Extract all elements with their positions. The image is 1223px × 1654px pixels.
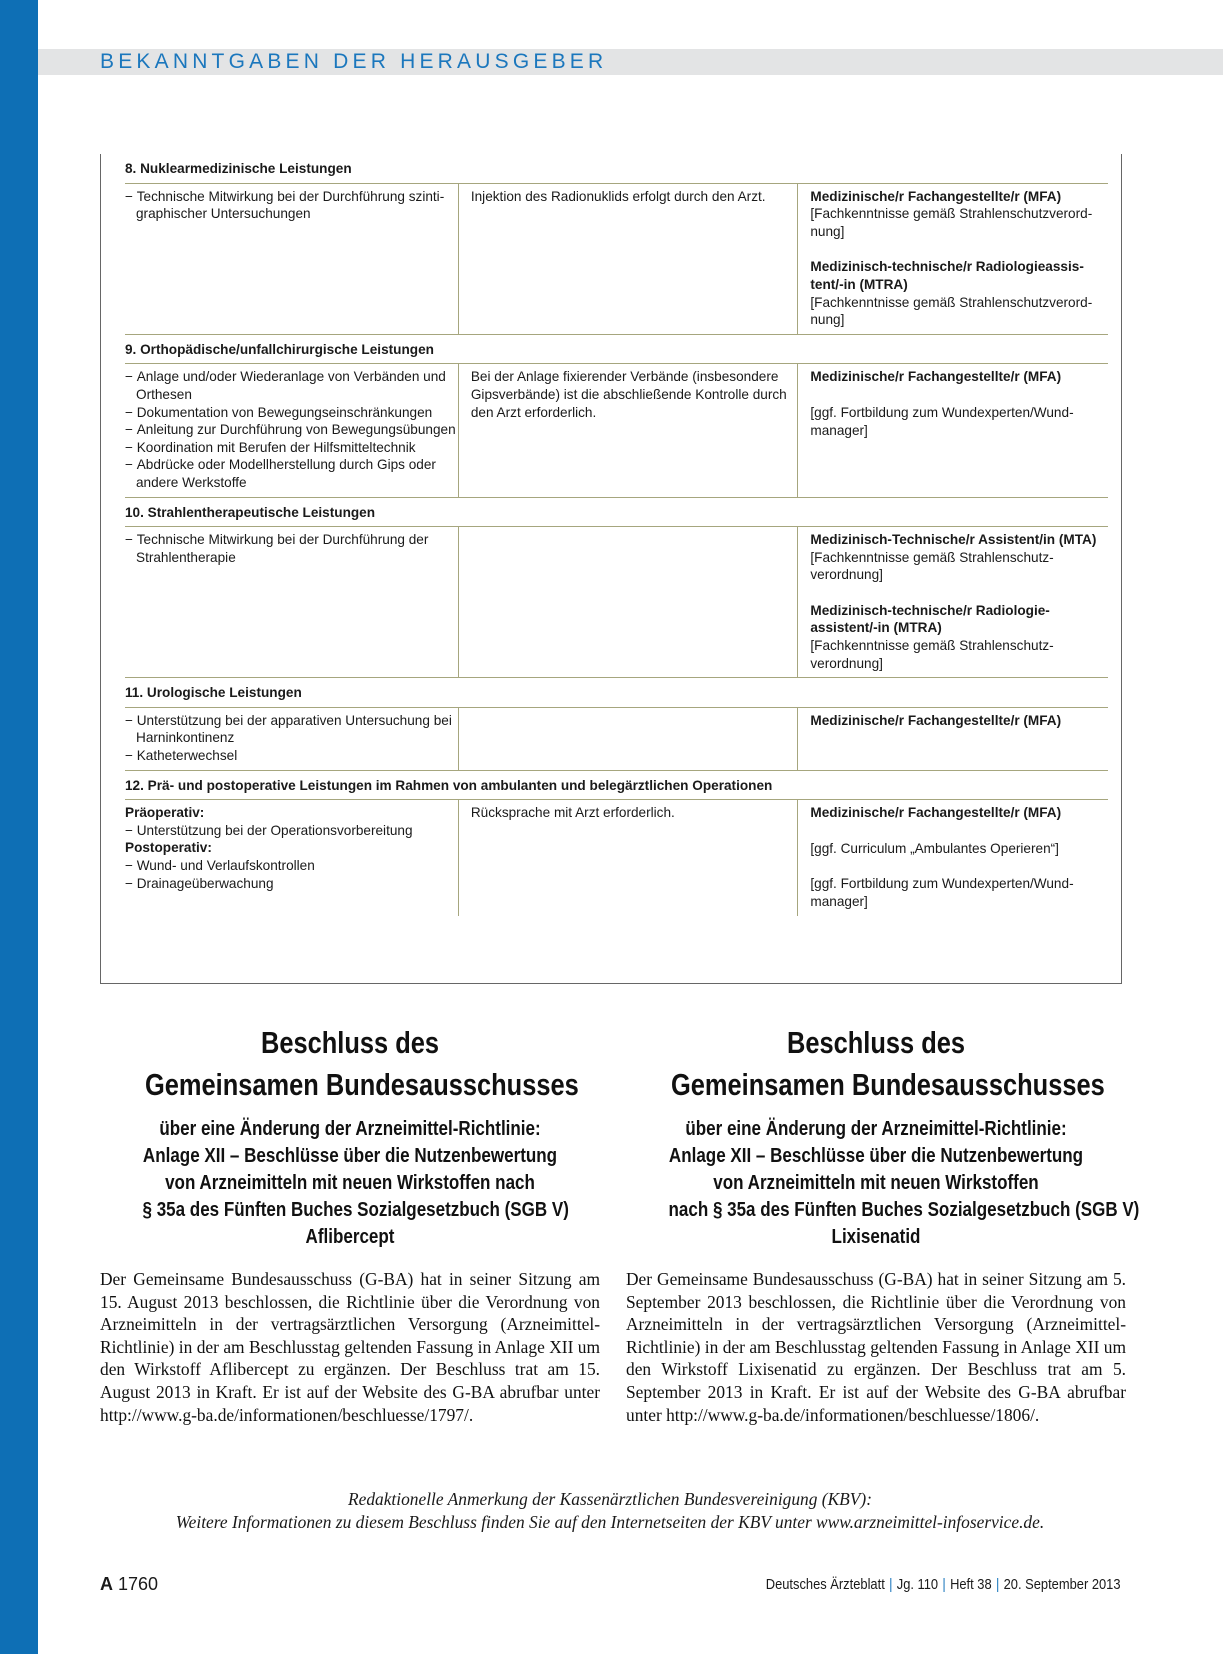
delegation-table [125,154,1108,916]
qualification-note: [ggf. Fortbildung zum Wundexperten/Wundmanager] [810,876,1074,909]
journal-name: Deutsches Ärzteblatt [766,1576,886,1593]
list-item: − Technische Mitwirkung bei der Durchführung szintigraphischer Untersuchungen [125,188,458,223]
subtitle-line: Aflibercept [305,1225,395,1248]
qualification-title: Medizinische/r Fachangestellte/r (MFA) [810,805,1062,821]
qualification-title: Medizinisch-technische/r Radiologieassistent/-in (MTRA) [810,259,1084,292]
conditions-cell [458,707,798,770]
subtitle-line: Lixisenatid [831,1225,921,1248]
activities-cell [125,364,458,497]
qualification-note: [Fachkenntnisse gemäß Strahlenschutzverordnung] [810,638,1054,671]
page-number [100,1574,158,1595]
preoperative-label: Präoperativ: [125,805,205,821]
section-title-10: 10. Strahlentherapeutische Leistungen [125,497,1108,527]
activities-cell [125,707,458,770]
subtitle-line: nach § 35a des Fünften Buches Sozialgesetzbuch (SGB V) [668,1198,1140,1221]
qualification-title: Medizinisch-technische/r Radiologieassistent/-in (MTRA) [810,602,1050,636]
activities-cell [125,183,458,334]
list-item: − Technische Mitwirkung bei der Durchführung der Strahlentherapie [125,531,458,566]
subtitle-line: § 35a des Fünften Buches Sozialgesetzbuch (SGB V) [142,1198,569,1221]
sidebar-stripe [0,0,38,1654]
list-item: − Anleitung zur Durchführung von Bewegungsübungen [125,421,458,439]
resolution-subtitle [142,1115,569,1250]
qualification-title: Medizinische/r Fachangestellte/r (MFA) [810,369,1062,385]
table-row [125,707,1108,770]
resolution-title: Gemeinsamen Bundesausschusses [145,1067,579,1102]
activities-cell [125,527,458,678]
conditions-cell: Bei der Anlage fixierender Verbände (insbesondere Gipsverbände) ist die abschließende Kontrolle durch den Arzt erforderlich. [458,364,798,497]
subtitle-line: Anlage XII – Beschlüsse über die Nutzenbewertung [668,1144,1084,1167]
conditions-cell: Rücksprache mit Arzt erforderlich. [458,800,798,916]
list-item: − Dokumentation von Bewegungseinschränkungen [125,404,458,422]
activities-cell [125,800,458,916]
section-header [38,49,1223,75]
resolution-title: Beschluss des [260,1025,440,1060]
table-row [125,800,1108,916]
editorial-note-line: Weitere Informationen zu diesem Beschluss finden Sie auf den Internetseiten der KBV unter www.arzneimittel-infoservice.de. [175,1512,1045,1532]
list-item: − Drainageüberwachung [125,875,458,893]
subtitle-line: Anlage XII – Beschlüsse über die Nutzenbewertung [142,1144,558,1167]
section-row-11 [125,678,1108,708]
subtitle-line: über eine Änderung der Arzneimittel-Richtlinie: [685,1117,1067,1140]
resolution-title: Gemeinsamen Bundesausschusses [671,1067,1105,1102]
qualification-note: [Fachkenntnisse gemäß Strahlenschutzverordnung] [810,206,1093,239]
section-row-8 [125,154,1108,183]
resolution-body: Der Gemeinsame Bundesausschuss (G-BA) hat in seiner Sitzung am 5. September 2013 beschlossen, die Richtlinie über die Verordnung von Arzneimitteln in der vertragsärztlichen Versorgung (Arzneimittel-Richtlinie) in der am Beschlusstag geltenden Fassung in Anlage XII um den Wirkstoff Lixisenatid zu ergänzen. Der Beschluss trat am 5. September 2013 in Kraft. Er ist auf der Website des G-BA abrufbar unter http://www.g-ba.de/informationen/beschluesse/1806/. [626,1269,1126,1425]
section-title-8: 8. Nuklearmedizinische Leistungen [125,154,1108,183]
list-item: − Unterstützung bei der Operationsvorbereitung [125,822,458,840]
subtitle-line: von Arzneimitteln mit neuen Wirkstoffen nach [165,1171,535,1194]
resolution-subtitle [668,1115,1140,1250]
resolution-title: Beschluss des [786,1025,966,1060]
list-item: − Unterstützung bei der apparativen Untersuchung bei Harninkontinenz [125,712,458,747]
journal-volume: Jg. 110 [897,1576,939,1593]
qualification-note: [ggf. Curriculum „Ambulantes Operieren“] [810,840,1059,856]
list-item: − Anlage und/oder Wiederanlage von Verbänden und Orthesen [125,368,458,403]
task-table [100,154,1122,984]
qualification-title: Medizinische/r Fachangestellte/r (MFA) [810,188,1062,204]
editorial-note [100,1488,1120,1534]
qualification-cell [798,364,1108,497]
qualification-cell [798,707,1108,770]
table-row [125,527,1108,678]
resolution-body: Der Gemeinsame Bundesausschuss (G-BA) hat in seiner Sitzung am 15. August 2013 beschlossen, die Richtlinie über die Verordnung von Arzneimitteln in der vertragsärztlichen Versorgung (Arzneimittel-Richtlinie) in der am Beschlusstag geltenden Fassung in Anlage XII um den Wirkstoff Aflibercept zu ergänzen. Der Beschluss trat am 15. August 2013 in Kraft. Er ist auf der Website des G-BA abrufbar unter http://www.g-ba.de/informationen/beschluesse/1797/. [100,1269,600,1425]
section-row-9 [125,334,1108,364]
qualification-cell [798,527,1108,678]
journal-issue: Heft 38 [950,1576,993,1593]
subtitle-line: von Arzneimitteln mit neuen Wirkstoffen [713,1171,1039,1194]
qualification-note: [ggf. Fortbildung zum Wundexperten/Wundmanager] [810,404,1074,438]
resolution-lixisenatid [626,1022,1140,1426]
journal-date: 20. September 2013 [1004,1576,1121,1593]
page-prefix: A [100,1574,113,1594]
editorial-note-line: Redaktionelle Anmerkung der Kassenärztlichen Bundesvereinigung (KBV): [347,1489,872,1509]
page-number-value: 1760 [118,1574,159,1594]
table-row [125,364,1108,497]
section-title-11: 11. Urologische Leistungen [125,678,1108,708]
qualification-note: [Fachkenntnisse gemäß Strahlenschutzverordnung] [810,294,1093,328]
section-title: BEKANNTGABEN DER HERAUSGEBER [100,50,608,73]
resolution-aflibercept [100,1022,600,1426]
qualification-cell [798,183,1108,334]
section-row-10 [125,497,1108,527]
qualification-title: Medizinisch-Technische/r Assistent/in (MTA) [810,532,1097,548]
list-item: − Wund- und Verlaufskontrollen [125,857,458,875]
list-item: − Koordination mit Berufen der Hilfsmitteltechnik [125,439,458,457]
section-title-9: 9. Orthopädische/unfallchirurgische Leistungen [125,334,1108,364]
qualification-title: Medizinische/r Fachangestellte/r (MFA) [810,712,1062,728]
qualification-cell [798,800,1108,916]
subtitle-line: über eine Änderung der Arzneimittel-Richtlinie: [159,1117,541,1140]
section-title-12: 12. Prä- und postoperative Leistungen im Rahmen von ambulanten und belegärztlichen Operationen [125,770,1108,800]
conditions-cell: Injektion des Radionuklids erfolgt durch den Arzt. [458,183,798,334]
section-row-12 [125,770,1108,800]
list-item: − Abdrücke oder Modellherstellung durch Gips oder andere Werkstoffe [125,456,458,491]
postoperative-label: Postoperativ: [125,840,212,856]
qualification-note: [Fachkenntnisse gemäß Strahlenschutzverordnung] [810,549,1054,583]
conditions-cell [458,527,798,678]
table-row [125,183,1108,334]
journal-info: Deutsches Ärzteblatt | Jg. 110 | Heft 38 | 20. September 2013 [766,1576,1121,1593]
list-item: − Katheterwechsel [125,747,458,765]
